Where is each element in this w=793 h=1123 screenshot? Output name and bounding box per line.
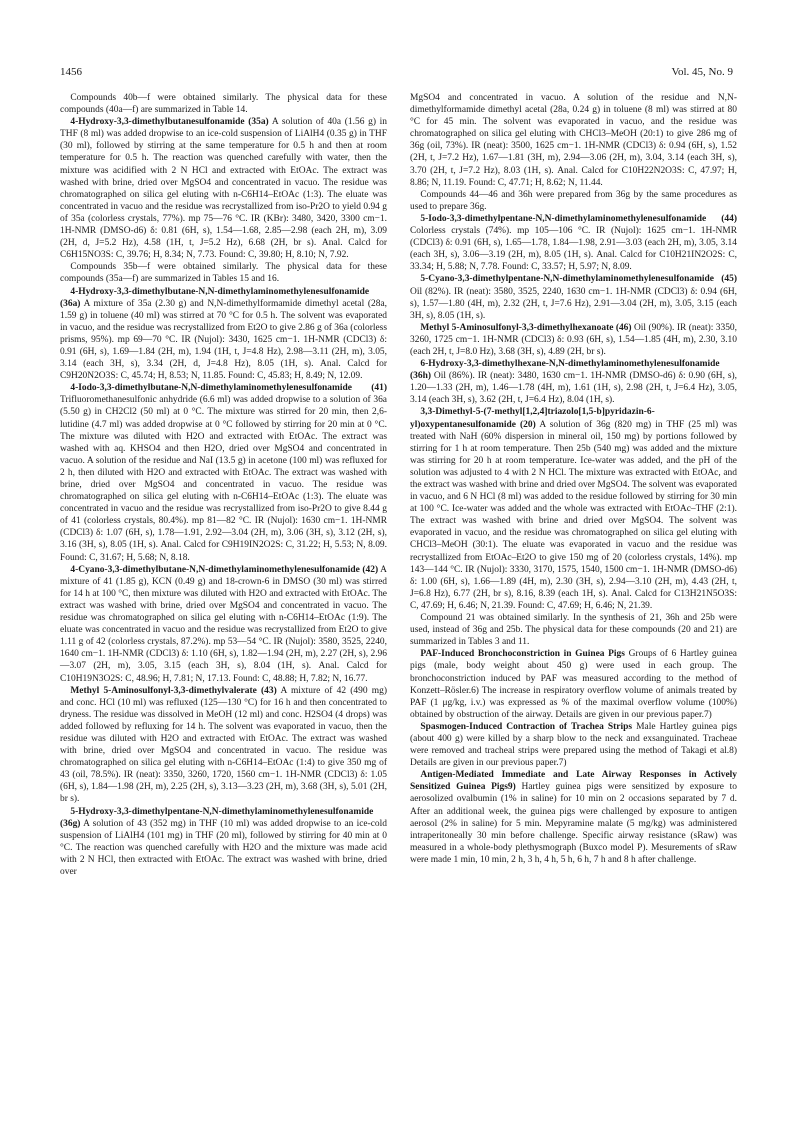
section-heading: 4-Hydroxy-3,3-dimethylbutane-N,N-dimethylaminomethylenesulfonamide (36a) <box>60 286 370 309</box>
paragraph-text: Oil (90%). IR (neat): 3350, 3260, 1725 cm−1. 1H-NMR (CDCl3) δ: 0.93 (6H, s), 1.54—1.85 (4H, m), 2.30, 3.10 (each 2H, t, J=8.0 Hz), 3.68 (3H, s), 4.89 (2H, br s). <box>410 322 737 357</box>
section-heading: 3,3-Dimethyl-5-(7-methyl[1,2,4]triazolo[1,5-b]pyridazin-6-yl)oxypentanesulfonamide (20) <box>410 407 655 430</box>
section-heading: 6-Hydroxy-3,3-dimethylhexane-N,N-dimethylaminomethylenesulfonamide (36h) <box>410 359 720 382</box>
paragraph <box>60 564 387 685</box>
paragraph <box>410 406 737 612</box>
paragraph-text: Oil (82%). IR (neat): 3580, 3525, 2240, 1630 cm−1. 1H-NMR (CDCl3) δ: 0.94 (6H, s), 1.57—1.80 (4H, m), 2.32 (2H, t, J=7.6 Hz), 2.91—3.04 (2H, m), 3.05, 3.15 (each 3H, s), 8.05 (1H, s). <box>410 286 737 321</box>
paragraph-text: Compounds 40b—f were obtained similarly. The physical data for these compounds (40a—f) are summarized in Table 14. <box>60 93 387 116</box>
paragraph <box>410 273 737 321</box>
paragraph <box>410 189 737 213</box>
paragraph <box>60 261 387 285</box>
paragraph <box>410 322 737 358</box>
right-column <box>410 92 737 866</box>
section-heading: 5-Cyano-3,3-dimethylpentane-N,N-dimethylaminomethylenesulfonamide (45) <box>420 274 737 285</box>
section-heading: 4-Hydroxy-3,3-dimethylbutanesulfonamide (35a) <box>70 117 269 128</box>
paragraph <box>410 612 737 648</box>
section-heading: 5-Iodo-3,3-dimethylpentane-N,N-dimethylaminomethylenesulfonamide (44) <box>420 213 737 224</box>
paragraph-text: Hartley guinea pigs were sensitized by exposure to aerosolized ovalbumin (1% in saline) for 10 min on 2 occasions separated by 7 d. After an additional week, the guinea pigs were challenged by exposure to antigen aerosol (2% in saline) for 5 min. Mepyramine malate (5 mg/kg) was administered intraperitoneally 30 min before challenge. Specific airway resistance (sRaw) was measured in a whole-body plethysmograph (Buxco model P). Mesurements of sRaw were made 1 min, 10 min, 2 h, 3 h, 4 h, 5 h, 6 h, 7 h and 8 h after challenge. <box>410 782 737 865</box>
section-heading: Spasmogen-Induced Contraction of Trachea Strips <box>420 721 633 732</box>
paragraph <box>410 358 737 406</box>
paragraph-text: A mixture of 42 (490 mg) and conc. HCl (10 ml) was refluxed (125—130 °C) for 16 h and then concentrated to dryness. The residue was dissolved in MeOH (12 ml) and conc. H2SO4 (4 drops) was added followed by refluxing for 14 h. The solvent was evaporated in vacuo, then the residue was diluted with H2O and extracted with EtOAc. The extract was washed with brine, dried over MgSO4 and concentrated in vacuo. The residue was chromatographed on silica gel eluting with n-C6H14–EtOAc (1:4) to give 350 mg of 43 (oil, 78.5%). IR (neat): 3350, 3260, 1720, 1560 cm−1. 1H-NMR (CDCl3) δ: 1.05 (6H, s), 1.84—1.98 (2H, m), 2.25 (2H, s), 3.13—3.23 (2H, m), 3.68 (3H, s), 5.01 (2H, br s). <box>60 685 387 805</box>
paragraph-text: A solution of 36g (820 mg) in THF (25 ml) was treated with NaH (60% dispersion in mineral oil, 150 mg) by portions followed by stirring for 1 h at room temperature. Then 25b (540 mg) was added and the mixture was stirring for 20 h at room temperature. Ice-water was added, and the pH of the solution was adjusted to 4 with 2 N HCl. The mixture was extracted with EtOAc, and the extract was washed with brine and dried over MgSO4. The solvent was evaporated in vacuo, and 6 N HCl (8 ml) was added to the residue followed by stirring for 30 min at 100 °C. Ice-water was added and the whole was extracted with EtOAc–THF (2:1). The extract was washed with brine and dried over MgSO4. The solvent was evaporated in vacuo, and the residue was chromatographed on silica gel eluting with CHCl3–MeOH (30:1). The eluate was evaporated in vacuo and the residue was recrystallized from EtOAc–Et2O to give 150 mg of 20 (colorless crystals, 14%). mp 143—144 °C. IR (Nujol): 3330, 3170, 1575, 1540, 1500 cm−1. 1H-NMR (DMSO-d6) δ: 1.00 (6H, s), 1.66—1.89 (4H, m), 2.30 (3H, s), 2.94—3.10 (2H, m), 4.43 (2H, t, J=6.8 Hz), 6.77 (2H, br s), 8.16, 8.39 (each 1H, s). Anal. Calcd for C13H21N5O3S: C, 47.69; H, 6.46; N, 21.39. Found: C, 47.69; H, 6.46; N, 21.39. <box>410 419 737 611</box>
paragraph <box>60 685 387 806</box>
section-heading: 4-Cyano-3,3-dimethylbutane-N,N-dimethylaminomethylenesulfonamide (42) <box>70 564 379 575</box>
section-heading: Methyl 5-Aminosulfonyl-3,3-dimethylhexanoate (46) <box>420 322 632 333</box>
paragraph <box>410 721 737 769</box>
paragraph-text: Male Hartley guinea pigs (about 400 g) were killed by a sharp blow to the neck and exsanguinated. Tracheae were removed and tracheal strips were prepared using the method of Takagi et al.8) Details are given in our previous paper.7) <box>410 721 738 769</box>
left-column <box>60 92 387 878</box>
paragraph-text: MgSO4 and concentrated in vacuo. A solution of the residue and N,N-dimethylformamide dimethyl acetal (28a, 0.24 g) in toluene (8 ml) was stirred at 80 °C for 45 min. The solvent was evaporated in vacuo, and the residue was chromatographed on silica gel eluting with CHCl3–MeOH (20:1) to give 286 mg of 36g (oil, 73%). IR (neat): 3500, 1625 cm−1. 1H-NMR (CDCl3) δ: 0.94 (6H, s), 1.52 (2H, t, J=7.2 Hz), 1.67—1.81 (3H, m), 2.94—3.06 (2H, m), 3.04, 3.14 (each 3H, s), 3.70 (2H, t, J=7.2 Hz), 8.03 (1H, s). Anal. Calcd for C10H22N2O3S: C, 47.97; H, 8.86; N, 11.19. Found: C, 47.71; H, 8.62; N, 11.44. <box>410 93 737 188</box>
paragraph <box>60 382 387 563</box>
paragraph <box>60 806 387 879</box>
paragraph-text: Compounds 35b—f were obtained similarly. The physical data for these compounds (35a—f) are summarized in Tables 15 and 16. <box>60 262 387 285</box>
paragraph <box>410 648 737 721</box>
paragraph-text: Colorless crystals (74%). mp 105—106 °C. IR (Nujol): 1625 cm−1. 1H-NMR (CDCl3) δ: 0.91 (6H, s), 1.65—1.78, 1.84—1.98, 2.91—3.03 (each 2H, m), 3.05, 3.14 (each 3H, s), 3.06—3.19 (2H, m), 8.05 (1H, s). Anal. Calcd for C10H21IN2O2S: C, 33.34; H, 5.88; N, 7.78. Found: C, 33.57; H, 5.97; N, 8.09. <box>410 226 737 273</box>
paragraph-text: A solution of 40a (1.56 g) in THF (8 ml) was added dropwise to an ice-cold suspension of LiAlH4 (0.35 g) in THF (30 ml), followed by stirring at the same temperature for 0.5 h and then at room temperature for 0.5 h. The reaction was quenched carefully with water, then the mixture was acidified with 2 N HCl and extracted with EtOAc. The extract was washed with brine, dried over MgSO4 and concentrated in vacuo. The residue was chromatographed on silica gel eluting with n-C6H14–EtOAc (1:3). The eluate was concentrated in vacuo and the residue was recrystallized from iso-Pr2O to yield 0.94 g of 35a (colorless crystals, 77%). mp 75—76 °C. IR (KBr): 3480, 3420, 3300 cm−1. 1H-NMR (DMSO-d6) δ: 0.81 (6H, s), 1.54—1.68, 2.85—2.98 (each 2H, m), 3.09 (2H, d, J=5.2 Hz), 4.58 (1H, t, J=5.2 Hz), 6.68 (2H, br s). Anal. Calcd for C6H15NO3S: C, 39.76; H, 8.34; N, 7.73. Found: C, 39.80; H, 8.10; N, 7.92. <box>60 117 387 261</box>
paragraph-text: A mixture of 41 (1.85 g), KCN (0.49 g) and 18-crown-6 in DMSO (30 ml) was stirred for 14 h at 100 °C, then mixture was diluted with H2O and extracted with EtOAc. The extract was washed with brine, dried over MgSO4 and concentrated in vacuo. The residue was chromatographed on silica gel eluting with n-C6H14–EtOAc (1:9). The eluate was concentrated in vacuo and the residue was recrystallized from Et2O to give 1.11 g of 42 (colorless crystals, 87.2%). mp 53—54 °C. IR (Nujol): 3580, 3525, 2240, 1640 cm−1. 1H-NMR (CDCl3) δ: 1.10 (6H, s), 1.82—1.94 (2H, m), 2.27 (2H, s), 2.96—3.07 (2H, m), 3.05, 3.15 (each 3H, s), 8.04 (1H, s). Anal. Calcd for C10H19N3O2S: C, 48.96; H, 7.81; N, 17.13. Found: C, 48.88; H, 7.82; N, 16.77. <box>60 564 387 684</box>
paragraph <box>410 213 737 273</box>
paragraph-text: A solution of 43 (352 mg) in THF (10 ml) was added dropwise to an ice-cold suspension of LiAlH4 (101 mg) in THF (20 ml), followed by stirring for 40 min at 0 °C. The reaction was quenched carefully with H2O and the mixture was made acid with 2 N HCl, then extracted with EtOAc. The extract was washed with brine, dried over <box>60 818 387 877</box>
paragraph-text: Compound 21 was obtained similarly. In the synthesis of 21, 36h and 25b were used, instead of 36g and 25b. The physical data for these compounds (20 and 21) are summarized in Tables 3 and 11. <box>410 613 737 648</box>
section-heading: 5-Hydroxy-3,3-dimethylpentane-N,N-dimethylaminomethylenesulfonamide (36g) <box>60 806 374 829</box>
paragraph-text: Compounds 44—46 and 36h were prepared from 36g by the same procedures as used to prepare 36g. <box>410 189 737 212</box>
paragraph-text: A mixture of 35a (2.30 g) and N,N-dimethylformamide dimethyl acetal (28a, 1.59 g) in toluene (40 ml) was stirred at 70 °C for 0.5 h. The solvent was evaporated in vacuo, and the residue was recrystallized from Et2O to give 2.86 g of 36a (colorless prisms, 95%). mp 69—70 °C. IR (Nujol): 3430, 1625 cm−1. 1H-NMR (CDCl3) δ: 0.91 (6H, s), 1.69—1.84 (2H, m), 1.94 (1H, t, J=4.8 Hz), 2.98—3.11 (2H, m), 3.05, 3.14 (each 3H, s), 3.34 (2H, d, J=4.8 Hz), 8.05 (1H, s). Anal. Calcd for C9H20N2O3S: C, 45.74; H, 8.53; N, 11.85. Found: C, 45.83; H, 8.49; N, 12.09. <box>60 298 387 382</box>
paragraph <box>410 92 737 189</box>
paragraph-text: Groups of 6 Hartley guinea pigs (male, body weight about 450 g) were used in each group. The bronchoconstriction induced by PAF was measured according to the method of Konzett–Rösler.6) The increase in respiratory overflow volume of animals treated by PAF (1 μg/kg, i.v.) was expressed as % of the maximal overflow volume (100%) obtained by obstruction of the airway. Details are given in our previous paper.7) <box>410 649 738 720</box>
volume-issue: Vol. 45, No. 9 <box>671 66 733 78</box>
section-heading: PAF-Induced Bronchoconstriction in Guinea Pigs <box>420 649 625 660</box>
paragraph <box>60 116 387 261</box>
paragraph <box>60 286 387 383</box>
paragraph-text: Oil (86%). IR (neat): 3480, 1630 cm−1. 1H-NMR (DMSO-d6) δ: 0.90 (6H, s), 1.20—1.33 (2H, m), 1.46—1.78 (4H, m), 1.61 (1H, s), 2.98 (2H, t, J=6.4 Hz), 3.05, 3.14 (each 3H, s), 3.62 (2H, t, J=6.4 Hz), 8.04 (1H, s). <box>410 371 738 406</box>
page-number: 1456 <box>60 66 82 78</box>
section-heading: Methyl 5-Aminosulfonyl-3,3-dimethylvalerate (43) <box>70 685 277 696</box>
paragraph-text: Trifluoromethanesulfonic anhydride (6.6 ml) was added dropwise to a solution of 36a (5.50 g) in CH2Cl2 (50 ml) at 0 °C. The mixture was stirred for 20 min, then 2,6-lutidine (4.7 ml) was added dropwise at 0 °C followed by stirring for 20 min at 0 °C. The mixture was diluted with H2O and extracted with EtOAc. The extract was washed with aq. KHSO4 and then H2O, dried over MgSO4 and concentrated in vacuo. A solution of the residue and NaI (13.5 g) in acetone (100 ml) was refluxed for 2 h, then diluted with H2O and extracted with EtOAc. The extract was washed with brine, dried over MgSO4 and concentrated in vacuo. The residue was chromatographed on silica gel eluting with n-C6H14–EtOAc (1:3). The eluate was concentrated in vacuo and the residue was recrystallized from iso-Pr2O to give 8.44 g of 41 (colorless crystals, 80.4%). mp 81—82 °C. IR (Nujol): 1630 cm−1. 1H-NMR (CDCl3) δ: 1.07 (6H, s), 1.78—1.91, 2.92—3.04 (2H, m), 3.06 (3H, s), 3.12 (2H, s), 3.16 (3H, s), 8.05 (1H, s). Anal. Calcd for C9H19IN2O2S: C, 31.22; H, 5.53; N, 8.09. Found: C, 31.67; H, 5.68; N, 8.18. <box>60 395 387 563</box>
paragraph <box>60 92 387 116</box>
paragraph <box>410 769 737 866</box>
section-heading: 4-Iodo-3,3-dimethylbutane-N,N-dimethylaminomethylenesulfonamide (41) <box>70 383 387 394</box>
section-heading: Antigen-Mediated Immediate and Late Airway Responses in Actively Sensitized Guinea Pigs9) <box>410 770 737 793</box>
